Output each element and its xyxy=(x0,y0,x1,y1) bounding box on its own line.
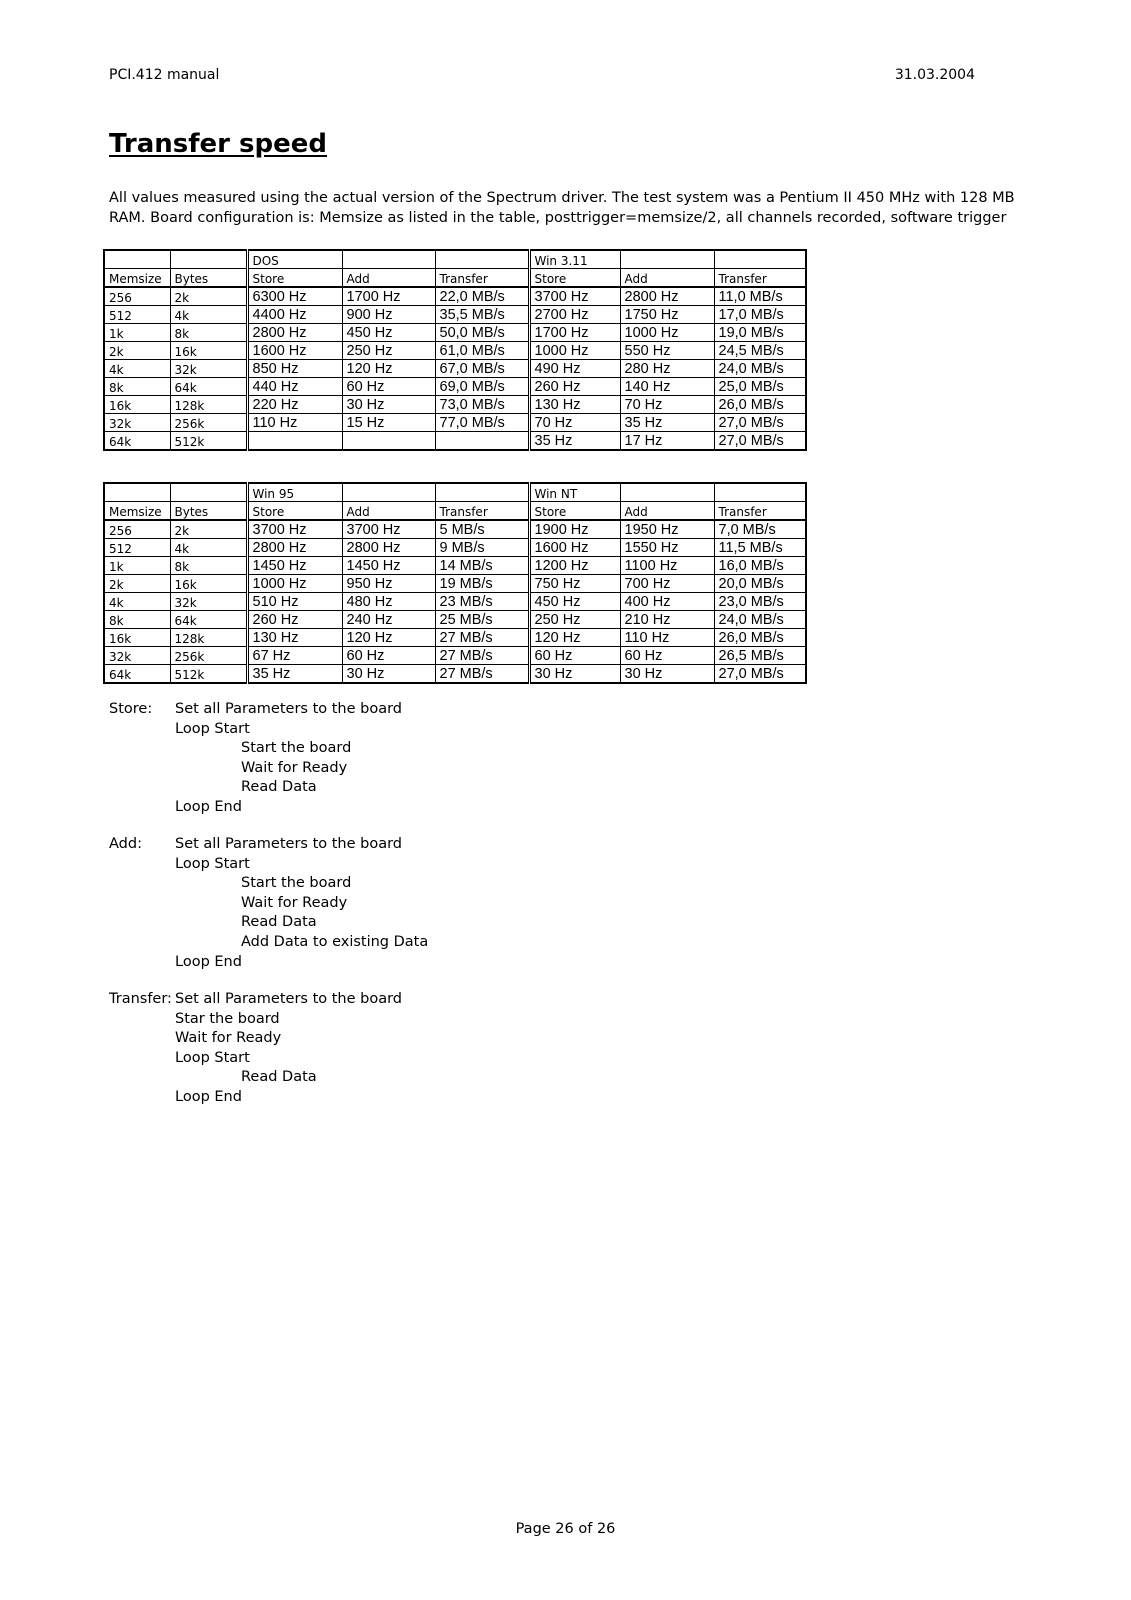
table-cell: 2700 Hz xyxy=(529,306,620,324)
column-header: Add xyxy=(342,269,435,288)
table-cell: 1600 Hz xyxy=(247,342,342,360)
table-cell: 15 Hz xyxy=(342,414,435,432)
table-cell: 69,0 MB/s xyxy=(435,378,529,396)
speed-table-win95-winnt xyxy=(103,482,807,684)
table-row xyxy=(104,557,806,575)
table-cell: 490 Hz xyxy=(529,360,620,378)
table-row xyxy=(104,575,806,593)
legend-term: Store: xyxy=(109,701,153,717)
table-cell: 5 MB/s xyxy=(435,520,529,539)
table-cell: 23,0 MB/s xyxy=(714,593,806,611)
table-cell: 32k xyxy=(104,647,170,665)
table-cell: 16k xyxy=(170,342,247,360)
legend-step: Read Data xyxy=(241,1069,317,1086)
page-footer: Page 26 of 26 xyxy=(515,1521,616,1537)
table-cell: 1000 Hz xyxy=(529,342,620,360)
table-cell: 67 Hz xyxy=(247,647,342,665)
empty-cell xyxy=(104,250,170,269)
table-cell: 1100 Hz xyxy=(620,557,714,575)
table-cell: 2k xyxy=(104,342,170,360)
table-cell: 1000 Hz xyxy=(247,575,342,593)
intro-paragraph: All values measured using the actual version of the Spectrum driver. The test system was a Pentium II 450 MHz with 128 MB RAM. Board configuration is: Memsize as listed in the table, posttrigger=memsize/2, all channels recorded, software trigger xyxy=(109,190,1015,226)
table-cell: 110 Hz xyxy=(247,414,342,432)
table-cell: 17,0 MB/s xyxy=(714,306,806,324)
running-header-title: PCI.412 manual xyxy=(109,67,220,83)
legend-step: Loop Start xyxy=(175,855,250,872)
table-cell: 22,0 MB/s xyxy=(435,287,529,306)
table-cell: 250 Hz xyxy=(529,611,620,629)
table-cell: 550 Hz xyxy=(620,342,714,360)
table-cell: 14 MB/s xyxy=(435,557,529,575)
legend-step: Add Data to existing Data xyxy=(241,934,429,950)
table-cell: 9 MB/s xyxy=(435,539,529,557)
table-cell: 70 Hz xyxy=(620,396,714,414)
table-cell: 3700 Hz xyxy=(342,520,435,539)
table-cell: 750 Hz xyxy=(529,575,620,593)
table-cell: 16k xyxy=(104,629,170,647)
table-cell: 1750 Hz xyxy=(620,306,714,324)
table-row xyxy=(104,306,806,324)
table-cell: 1k xyxy=(104,557,170,575)
table-cell: 70 Hz xyxy=(529,414,620,432)
table-cell: 35,5 MB/s xyxy=(435,306,529,324)
table-cell: 130 Hz xyxy=(529,396,620,414)
table-cell: 60 Hz xyxy=(342,378,435,396)
empty-cell xyxy=(170,483,247,502)
table-cell: 16k xyxy=(170,575,247,593)
column-header: Transfer xyxy=(435,502,529,521)
column-header: Transfer xyxy=(435,269,529,288)
table-cell: 1600 Hz xyxy=(529,539,620,557)
group-label: Win NT xyxy=(529,483,620,502)
table-cell: 900 Hz xyxy=(342,306,435,324)
legend-term: Add: xyxy=(109,836,142,852)
table-cell: 17 Hz xyxy=(620,432,714,451)
table-cell: 60 Hz xyxy=(529,647,620,665)
table-cell: 140 Hz xyxy=(620,378,714,396)
table-cell: 24,0 MB/s xyxy=(714,360,806,378)
table-cell: 2800 Hz xyxy=(247,539,342,557)
column-header: Store xyxy=(247,502,342,521)
table-cell: 440 Hz xyxy=(247,378,342,396)
legend-step: Wait for Ready xyxy=(241,894,348,911)
table-cell: 61,0 MB/s xyxy=(435,342,529,360)
table-cell xyxy=(247,432,342,451)
table-cell: 2800 Hz xyxy=(247,324,342,342)
table-row xyxy=(104,629,806,647)
table-cell: 50,0 MB/s xyxy=(435,324,529,342)
table-cell: 700 Hz xyxy=(620,575,714,593)
table-row xyxy=(104,593,806,611)
table-cell: 220 Hz xyxy=(247,396,342,414)
column-header: Store xyxy=(529,269,620,288)
table-cell: 11,0 MB/s xyxy=(714,287,806,306)
table-cell: 8k xyxy=(104,611,170,629)
table-cell: 480 Hz xyxy=(342,593,435,611)
table-cell: 128k xyxy=(170,396,247,414)
legend-term: Transfer: xyxy=(109,991,172,1007)
table-cell: 16k xyxy=(104,396,170,414)
table-cell: 3700 Hz xyxy=(529,287,620,306)
column-header: Memsize xyxy=(104,502,170,521)
column-header: Add xyxy=(342,502,435,521)
column-header: Memsize xyxy=(104,269,170,288)
table-cell: 32k xyxy=(170,360,247,378)
table-cell: 11,5 MB/s xyxy=(714,539,806,557)
table-cell: 210 Hz xyxy=(620,611,714,629)
table-cell: 1200 Hz xyxy=(529,557,620,575)
table-row xyxy=(104,665,806,684)
table-row xyxy=(104,396,806,414)
legend-step: Set all Parameters to the board xyxy=(175,991,403,1007)
table-cell: 27 MB/s xyxy=(435,629,529,647)
table-cell: 64k xyxy=(170,378,247,396)
table-cell: 27 MB/s xyxy=(435,665,529,684)
table-row xyxy=(104,287,806,306)
table-cell: 23 MB/s xyxy=(435,593,529,611)
table-cell: 67,0 MB/s xyxy=(435,360,529,378)
table-cell: 260 Hz xyxy=(247,611,342,629)
table-cell: 35 Hz xyxy=(620,414,714,432)
column-header-row xyxy=(104,269,806,288)
table-cell: 4k xyxy=(170,539,247,557)
table-cell: 30 Hz xyxy=(620,665,714,684)
table-cell: 25,0 MB/s xyxy=(714,378,806,396)
table-row xyxy=(104,360,806,378)
table-cell: 400 Hz xyxy=(620,593,714,611)
legend-step: Set all Parameters to the board xyxy=(175,701,403,717)
legend-step: Loop Start xyxy=(175,1049,250,1066)
table-cell: 8k xyxy=(170,557,247,575)
table-cell: 4k xyxy=(170,306,247,324)
table-cell: 35 Hz xyxy=(529,432,620,451)
table-cell: 30 Hz xyxy=(529,665,620,684)
table-cell: 19 MB/s xyxy=(435,575,529,593)
table-cell: 27,0 MB/s xyxy=(714,665,806,684)
table-cell: 30 Hz xyxy=(342,665,435,684)
table-cell: 4k xyxy=(104,593,170,611)
table-cell: 32k xyxy=(170,593,247,611)
table-cell: 1450 Hz xyxy=(342,557,435,575)
table-cell: 16,0 MB/s xyxy=(714,557,806,575)
table-cell: 35 Hz xyxy=(247,665,342,684)
table-row xyxy=(104,647,806,665)
table-cell: 1700 Hz xyxy=(529,324,620,342)
table-cell: 1950 Hz xyxy=(620,520,714,539)
table-cell: 32k xyxy=(104,414,170,432)
legend-step: Wait for Ready xyxy=(175,1030,282,1047)
empty-cell xyxy=(714,483,806,502)
running-header-date: 31.03.2004 xyxy=(894,67,975,83)
table-row xyxy=(104,520,806,539)
table-cell: 250 Hz xyxy=(342,342,435,360)
table-cell: 130 Hz xyxy=(247,629,342,647)
table-cell: 512 xyxy=(104,539,170,557)
group-label: DOS xyxy=(247,250,342,269)
table-cell: 1550 Hz xyxy=(620,539,714,557)
table-cell: 64k xyxy=(104,432,170,451)
empty-cell xyxy=(435,250,529,269)
legend-step: Star the board xyxy=(175,1010,280,1027)
table-cell: 1900 Hz xyxy=(529,520,620,539)
table-cell: 73,0 MB/s xyxy=(435,396,529,414)
table-row xyxy=(104,342,806,360)
column-header: Add xyxy=(620,269,714,288)
table-cell: 77,0 MB/s xyxy=(435,414,529,432)
table-cell: 7,0 MB/s xyxy=(714,520,806,539)
table-cell xyxy=(342,432,435,451)
table-cell: 450 Hz xyxy=(529,593,620,611)
table-cell: 256k xyxy=(170,414,247,432)
legend-step: Loop End xyxy=(175,1089,242,1105)
table-cell: 64k xyxy=(104,665,170,684)
column-header: Store xyxy=(247,269,342,288)
column-header: Add xyxy=(620,502,714,521)
table-cell: 2800 Hz xyxy=(620,287,714,306)
table-row xyxy=(104,324,806,342)
table-cell: 19,0 MB/s xyxy=(714,324,806,342)
legend-step: Read Data xyxy=(241,914,317,931)
table-cell: 2k xyxy=(170,520,247,539)
empty-cell xyxy=(714,250,806,269)
table-cell: 2800 Hz xyxy=(342,539,435,557)
group-header-row xyxy=(104,250,806,269)
table-row xyxy=(104,611,806,629)
table-cell: 4400 Hz xyxy=(247,306,342,324)
table-cell: 120 Hz xyxy=(342,629,435,647)
table-cell: 1k xyxy=(104,324,170,342)
table-cell: 4k xyxy=(104,360,170,378)
legend-step: Loop Start xyxy=(175,720,250,737)
table-cell: 950 Hz xyxy=(342,575,435,593)
table-cell: 510 Hz xyxy=(247,593,342,611)
table-cell: 26,0 MB/s xyxy=(714,629,806,647)
empty-cell xyxy=(104,483,170,502)
table-row xyxy=(104,539,806,557)
table-cell xyxy=(435,432,529,451)
group-header-row xyxy=(104,483,806,502)
column-header: Bytes xyxy=(170,269,247,288)
table-cell: 24,5 MB/s xyxy=(714,342,806,360)
table-cell: 60 Hz xyxy=(620,647,714,665)
legend-step: Loop End xyxy=(175,953,242,970)
legend-step: Read Data xyxy=(241,779,317,796)
speed-table-dos-win311 xyxy=(103,249,807,451)
group-label: Win 95 xyxy=(247,483,342,502)
empty-cell xyxy=(435,483,529,502)
table-cell: 2k xyxy=(104,575,170,593)
table-cell: 27,0 MB/s xyxy=(714,432,806,451)
empty-cell xyxy=(620,483,714,502)
table-cell: 512 xyxy=(104,306,170,324)
table-cell: 6300 Hz xyxy=(247,287,342,306)
table-cell: 450 Hz xyxy=(342,324,435,342)
table-cell: 260 Hz xyxy=(529,378,620,396)
table-cell: 1450 Hz xyxy=(247,557,342,575)
table-cell: 20,0 MB/s xyxy=(714,575,806,593)
legend-step: Loop End xyxy=(175,799,242,815)
section-title: Transfer speed xyxy=(109,129,328,159)
table-cell: 120 Hz xyxy=(342,360,435,378)
table-cell: 1700 Hz xyxy=(342,287,435,306)
table-cell: 512k xyxy=(170,432,247,451)
table-cell: 8k xyxy=(170,324,247,342)
table-cell: 30 Hz xyxy=(342,396,435,414)
column-header: Store xyxy=(529,502,620,521)
table-cell: 2k xyxy=(170,287,247,306)
group-label: Win 3.11 xyxy=(529,250,620,269)
table-cell: 120 Hz xyxy=(529,629,620,647)
empty-cell xyxy=(342,483,435,502)
table-cell: 64k xyxy=(170,611,247,629)
table-row xyxy=(104,414,806,432)
column-header: Bytes xyxy=(170,502,247,521)
empty-cell xyxy=(342,250,435,269)
table-cell: 8k xyxy=(104,378,170,396)
table-cell: 25 MB/s xyxy=(435,611,529,629)
empty-cell xyxy=(620,250,714,269)
legend-step: Start the board xyxy=(241,875,352,892)
table-cell: 280 Hz xyxy=(620,360,714,378)
table-row xyxy=(104,378,806,396)
table-cell: 1000 Hz xyxy=(620,324,714,342)
table-cell: 60 Hz xyxy=(342,647,435,665)
column-header: Transfer xyxy=(714,269,806,288)
table-cell: 850 Hz xyxy=(247,360,342,378)
table-cell: 128k xyxy=(170,629,247,647)
table-cell: 26,5 MB/s xyxy=(714,647,806,665)
table-cell: 256 xyxy=(104,287,170,306)
legend-step: Wait for Ready xyxy=(241,759,348,776)
table-cell: 256 xyxy=(104,520,170,539)
legend-step: Start the board xyxy=(241,740,352,757)
table-cell: 27 MB/s xyxy=(435,647,529,665)
column-header: Transfer xyxy=(714,502,806,521)
empty-cell xyxy=(170,250,247,269)
table-cell: 27,0 MB/s xyxy=(714,414,806,432)
legend-step: Set all Parameters to the board xyxy=(175,836,403,852)
table-row xyxy=(104,432,806,451)
table-cell: 3700 Hz xyxy=(247,520,342,539)
table-cell: 26,0 MB/s xyxy=(714,396,806,414)
table-cell: 512k xyxy=(170,665,247,684)
table-cell: 256k xyxy=(170,647,247,665)
table-cell: 240 Hz xyxy=(342,611,435,629)
table-cell: 110 Hz xyxy=(620,629,714,647)
column-header-row xyxy=(104,502,806,521)
table-cell: 24,0 MB/s xyxy=(714,611,806,629)
